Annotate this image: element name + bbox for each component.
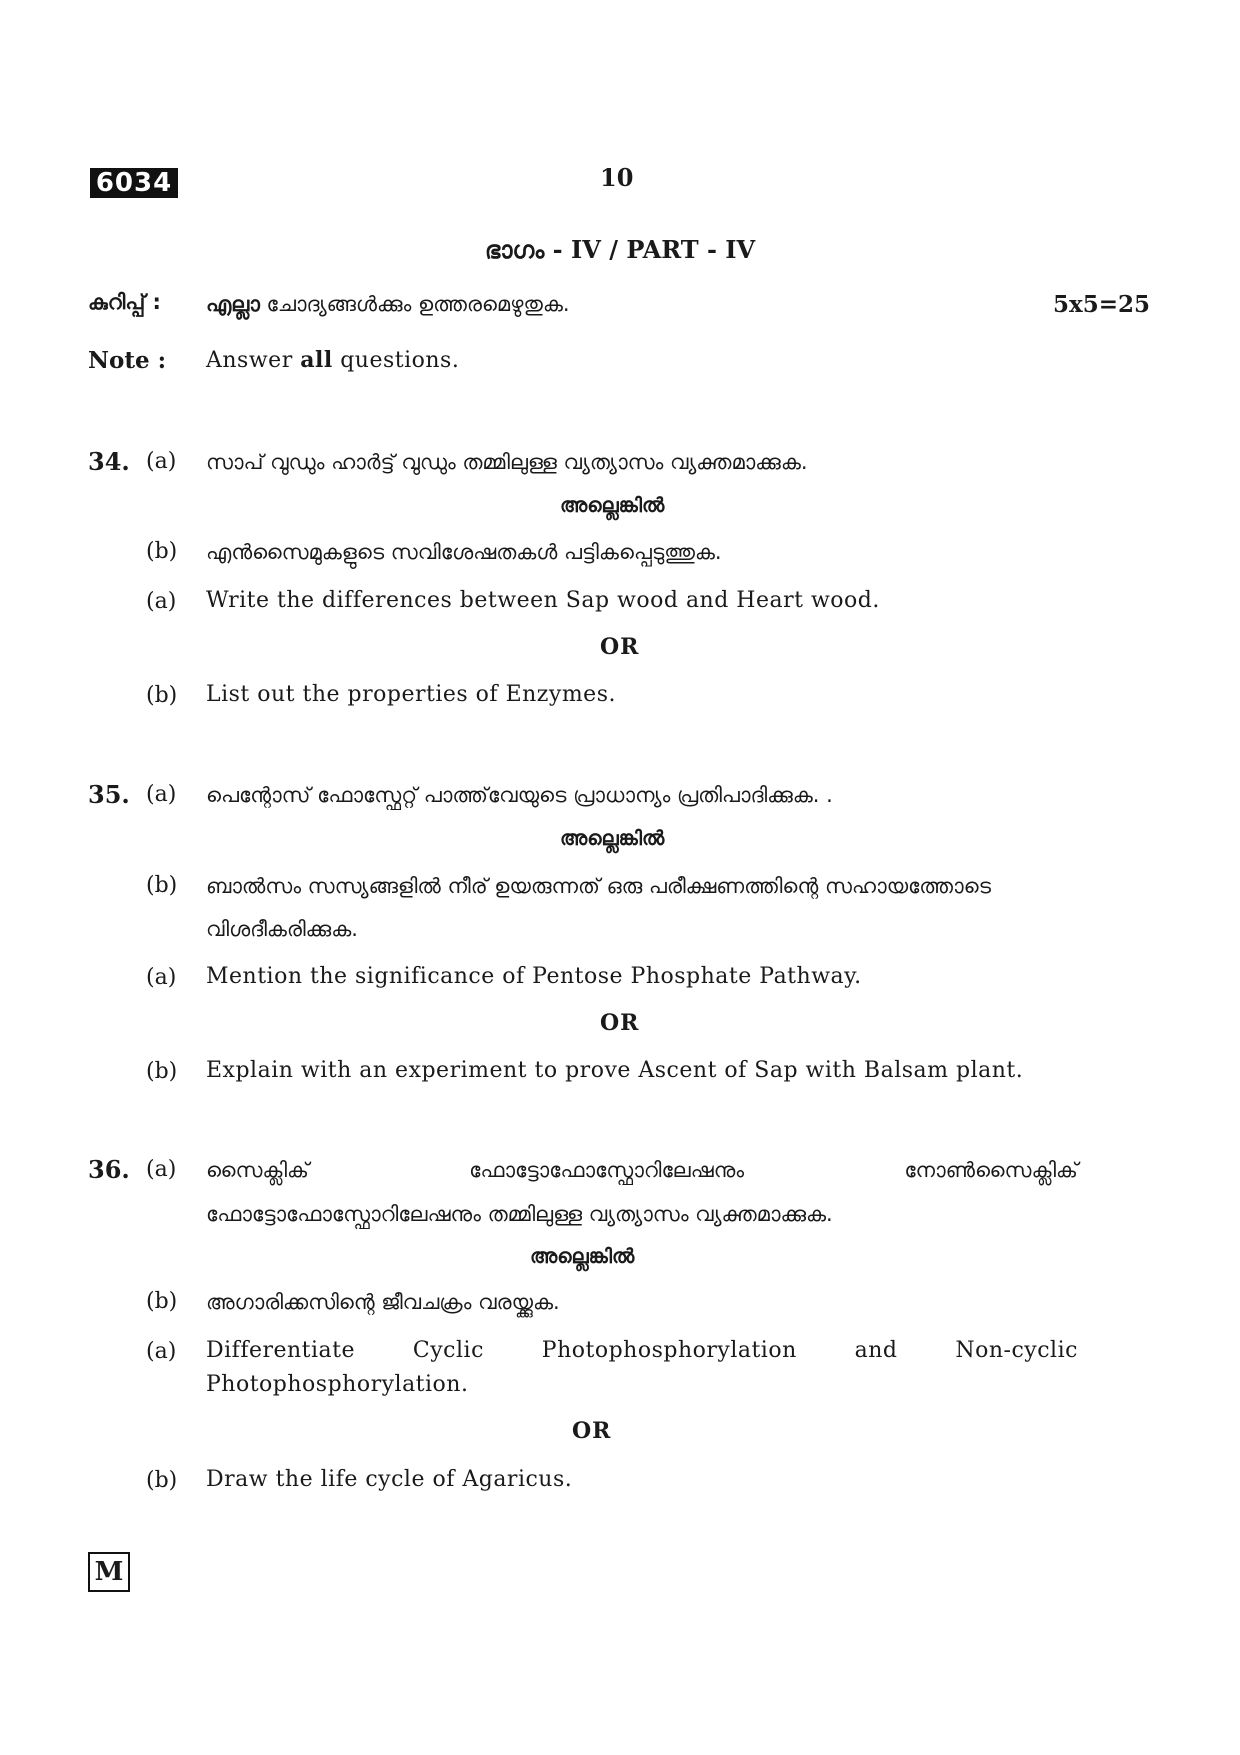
question-text-ml-b-line2: വിശദീകരിക്കുക. xyxy=(206,917,358,941)
or-ml: അല്ലെങ്കിൽ xyxy=(560,826,665,850)
word: സൈക്ലിക് xyxy=(206,1158,309,1182)
option-label-a: (a) xyxy=(146,589,177,614)
question-number: 35. xyxy=(88,780,130,809)
option-label-b: (b) xyxy=(146,539,178,564)
note-ml-rest: ചോദ്യങ്ങൾക്കും ഉത്തരമെഴുതുക. xyxy=(259,292,570,316)
option-label-a: (a) xyxy=(146,1157,177,1182)
question-text-ml-a-line1 xyxy=(206,1158,1078,1183)
or-ml: അല്ലെങ്കിൽ xyxy=(560,493,665,517)
footer-medium-mark: M xyxy=(88,1552,130,1592)
word: Cyclic xyxy=(412,1338,484,1363)
note-ml-text xyxy=(206,292,570,317)
or-en: OR xyxy=(600,1010,640,1036)
note-ml-label: കുറിപ്പ് : xyxy=(88,290,161,314)
word: ഫോട്ടോഫോസ്ഫോറിലേഷനും xyxy=(469,1158,745,1182)
option-label-a: (a) xyxy=(146,449,177,474)
question-text-en-a-line2: Photophosphorylation. xyxy=(206,1372,469,1397)
question-text-ml-b: അഗാരിക്കസിന്റെ ജീവചക്രം വരയ്ക്കുക. xyxy=(206,1290,560,1314)
option-label-b: (b) xyxy=(146,1468,178,1493)
word: Non-cyclic xyxy=(955,1338,1078,1363)
option-label-a: (a) xyxy=(146,1339,177,1364)
question-text-ml-a: പെന്റോസ് ഫോസ്ഫേറ്റ് പാത്ത്‌വേയുടെ പ്രാധാന്യം പ്രതിപാദിക്കുക. . xyxy=(206,783,833,807)
or-en: OR xyxy=(600,634,640,660)
option-label-b: (b) xyxy=(146,683,178,708)
question-number: 36. xyxy=(88,1155,130,1184)
option-label-b: (b) xyxy=(146,873,178,898)
note-en-bold: all xyxy=(300,347,333,373)
question-number: 34. xyxy=(88,447,130,476)
note-en-label: Note : xyxy=(88,347,167,374)
or-en: OR xyxy=(572,1418,612,1444)
option-label-a: (a) xyxy=(146,782,177,807)
note-en-post: questions. xyxy=(332,348,460,373)
marks-allocation: 5x5=25 xyxy=(1053,291,1150,318)
option-label-b: (b) xyxy=(146,1289,178,1314)
or-ml: അല്ലെങ്കിൽ xyxy=(530,1244,635,1268)
question-text-ml-b: എൻസൈമുകളുടെ സവിശേഷതകൾ പട്ടികപ്പെടുത്തുക. xyxy=(206,540,722,564)
word: നോൺസൈക്ലിക് xyxy=(904,1158,1078,1182)
question-text-en-b: Explain with an experiment to prove Ascent of Sap with Balsam plant. xyxy=(206,1058,1024,1083)
note-en-text xyxy=(206,347,459,373)
option-label-a: (a) xyxy=(146,965,177,990)
word: Photophosphorylation xyxy=(541,1338,797,1363)
paper-code-badge: 6034 xyxy=(90,168,178,198)
question-text-ml-a-line2: ഫോട്ടോഫോസ്ഫോറിലേഷനും തമ്മിലുള്ള വ്യത്യാസം വ്യക്തമാക്കുക. xyxy=(206,1202,833,1226)
question-text-en-a: Mention the significance of Pentose Phosphate Pathway. xyxy=(206,964,862,989)
option-label-b: (b) xyxy=(146,1059,178,1084)
part-title: ഭാഗം - IV / PART - IV xyxy=(484,235,756,264)
word: and xyxy=(854,1338,898,1363)
page-number: 10 xyxy=(600,163,634,192)
note-en-pre: Answer xyxy=(206,348,301,373)
question-text-en-a: Write the differences between Sap wood and Heart wood. xyxy=(206,588,880,613)
question-text-en-b: Draw the life cycle of Agaricus. xyxy=(206,1467,573,1492)
note-ml-bold: എല്ലാ xyxy=(206,292,260,316)
word: Differentiate xyxy=(206,1338,356,1363)
question-text-en-b: List out the properties of Enzymes. xyxy=(206,682,616,707)
question-text-ml-a: സാപ് വുഡും ഹാർട്ട് വുഡും തമ്മിലുള്ള വ്യത്യാസം വ്യക്തമാക്കുക. xyxy=(206,450,808,474)
question-text-en-a-line1 xyxy=(206,1338,1078,1363)
question-text-ml-b-line1: ബാൽസം സസ്യങ്ങളിൽ നീര് ഉയരുന്നത് ഒരു പരീക്ഷണത്തിന്റെ സഹായത്തോടെ xyxy=(206,874,991,898)
